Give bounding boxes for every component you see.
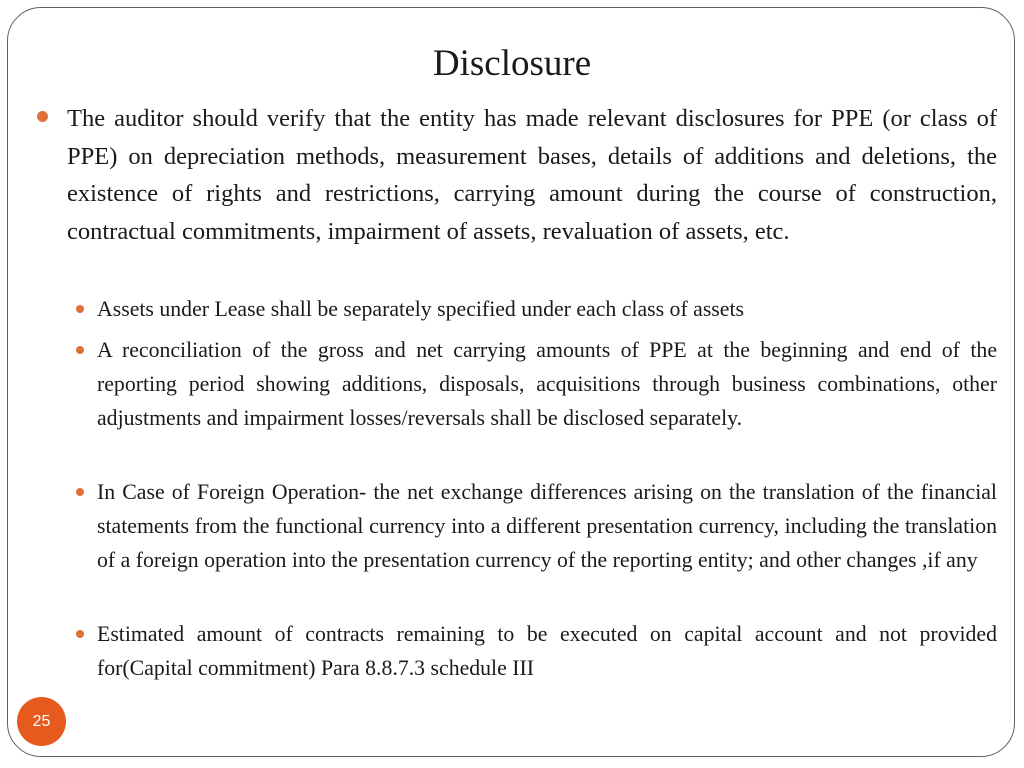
bullet-dot-icon xyxy=(76,488,84,496)
bullet-dot-icon xyxy=(76,630,84,638)
main-bullet-text: The auditor should verify that the entity has made relevant disclosures for PPE (or class of PPE) on depreciation methods, measurement bases, details of additions and deletions, the existence of rights and restrictions, carrying amount during the course of construction, contractual commitments, impairment of assets, revaluation of assets, etc. xyxy=(67,105,997,245)
page-number-badge: 25 xyxy=(17,697,66,746)
sub-bullet-lease: Assets under Lease shall be separately specified under each class of assets xyxy=(97,297,744,321)
sub-bullet-capital-commitment: Estimated amount of contracts remaining to be executed on capital account and not provided for(Capital commitment) Para 8.8.7.3 schedule III xyxy=(97,622,997,680)
bullet-dot-icon xyxy=(76,346,84,354)
slide-title: Disclosure xyxy=(432,43,592,84)
sub-bullet-foreign-operation: In Case of Foreign Operation- the net exchange differences arising on the translation of the financial statements from the functional currency into a different presentation currency, including the translation of a foreign operation into the presentation currency of the reporting entity; and other changes ,if any xyxy=(97,480,997,572)
sub-bullet-reconciliation: A reconciliation of the gross and net carrying amounts of PPE at the beginning and end of the reporting period showing additions, disposals, acquisitions through business combinations, other adjustments and impairment losses/reversals shall be disclosed separately. xyxy=(97,338,997,430)
bullet-dot-icon xyxy=(76,305,84,313)
bullet-dot-icon xyxy=(37,111,48,122)
